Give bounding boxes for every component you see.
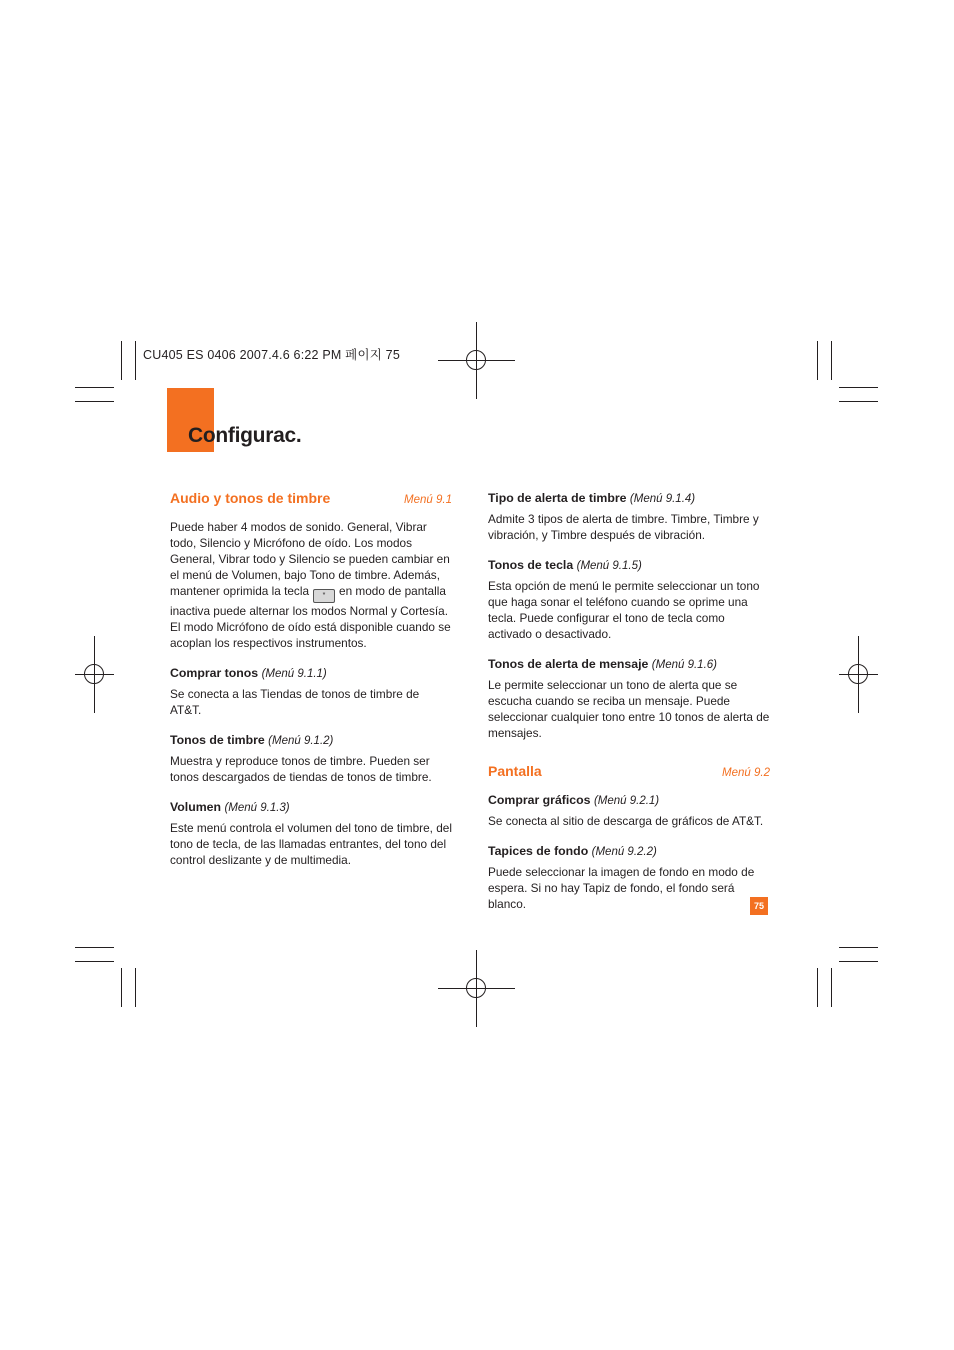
section-title: Pantalla — [488, 763, 542, 779]
subsection-body: Muestra y reproduce tonos de timbre. Pueden ser tonos descargados de tiendas de tonos de timbre. — [170, 754, 432, 784]
subsection-tipo-alerta — [488, 490, 770, 543]
star-key-icon: * — [313, 589, 335, 603]
subsection-title: Tonos de tecla (Menú 9.1.5) — [488, 558, 642, 572]
subsection-title: Tipo de alerta de timbre (Menú 9.1.4) — [488, 491, 696, 505]
subsection-title: Comprar gráficos (Menú 9.2.1) — [488, 793, 660, 807]
subsection-menu-ref: (Menú 9.1.5) — [576, 560, 642, 572]
page-number-badge: 75 — [750, 897, 768, 915]
section-header-pantalla — [488, 763, 770, 781]
subsection-tonos-alerta-mensaje — [488, 656, 770, 741]
subsection-tonos-de-tecla — [488, 557, 770, 642]
subsection-tonos-de-timbre — [170, 732, 452, 785]
subsection-title: Tonos de alerta de mensaje (Menú 9.1.6) — [488, 657, 717, 671]
section-menu-ref: Menú 9.2 — [722, 767, 770, 779]
subsection-body: Puede seleccionar la imagen de fondo en modo de espera. Si no hay Tapiz de fondo, el fondo será blanco. — [488, 865, 755, 911]
subsection-tapices-de-fondo — [488, 843, 770, 912]
subsection-comprar-tonos — [170, 665, 452, 718]
page-title: Configurac. — [188, 424, 302, 447]
section-menu-ref: Menú 9.1 — [404, 494, 452, 506]
subsection-body: Le permite seleccionar un tono de alerta que se escucha cuando se reciba un mensaje. Puede seleccionar cualquier tono entre 10 tonos de alerta de mensajes. — [488, 678, 770, 740]
subsection-body: Se conecta a las Tiendas de tonos de timbre de AT&T. — [170, 687, 420, 717]
right-column — [488, 490, 770, 926]
subsection-title: Tonos de timbre (Menú 9.1.2) — [170, 733, 334, 747]
section-title: Audio y tonos de timbre — [170, 490, 331, 506]
subsection-menu-ref: (Menú 9.1.1) — [261, 668, 327, 680]
subsection-comprar-graficos — [488, 792, 770, 829]
subsection-menu-ref: (Menú 9.2.2) — [591, 846, 657, 858]
subsection-menu-ref: (Menú 9.1.6) — [651, 659, 717, 671]
subsection-body: Esta opción de menú le permite seleccionar un tono que haga sonar el teléfono cuando se oprime una tecla. Puede configurar el tono de tecla como activado o desactivado. — [488, 579, 760, 641]
subsection-volumen — [170, 799, 452, 868]
subsection-title: Comprar tonos (Menú 9.1.1) — [170, 666, 327, 680]
section-header-audio — [170, 490, 452, 508]
subsection-body: Se conecta al sitio de descarga de gráficos de AT&T. — [488, 814, 764, 828]
print-slug: CU405 ES 0406 2007.4.6 6:22 PM 페이지 75 — [143, 348, 400, 362]
subsection-menu-ref: (Menú 9.2.1) — [593, 795, 660, 807]
intro-paragraph: Puede haber 4 modos de sonido. General, Vibrar todo, Silencio y Micrófono de oído. Los modos General, Vibrar todo y Silencio se pueden cambiar en el menú de Volumen, bajo Tono de timbre. Además, mantener oprimida la tecla * en modo de pantalla inactiva puede alternar los modos Normal y Cortesía. El modo Micrófono de oído está disponible cuando se acoplan los respectivos instrumentos. — [170, 520, 451, 650]
left-column — [170, 490, 452, 882]
subsection-title: Tapices de fondo (Menú 9.2.2) — [488, 844, 657, 858]
subsection-body: Admite 3 tipos de alerta de timbre. Timbre, Timbre y vibración, y Timbre después de vibración. — [488, 512, 759, 542]
subsection-body: Este menú controla el volumen del tono de timbre, del tono de tecla, de las llamadas entrantes, del tono del control deslizante y de multimedia. — [170, 821, 452, 867]
subsection-menu-ref: (Menú 9.1.3) — [224, 802, 290, 814]
subsection-menu-ref: (Menú 9.1.4) — [629, 493, 696, 505]
subsection-menu-ref: (Menú 9.1.2) — [268, 735, 334, 747]
subsection-title: Volumen (Menú 9.1.3) — [170, 800, 290, 814]
